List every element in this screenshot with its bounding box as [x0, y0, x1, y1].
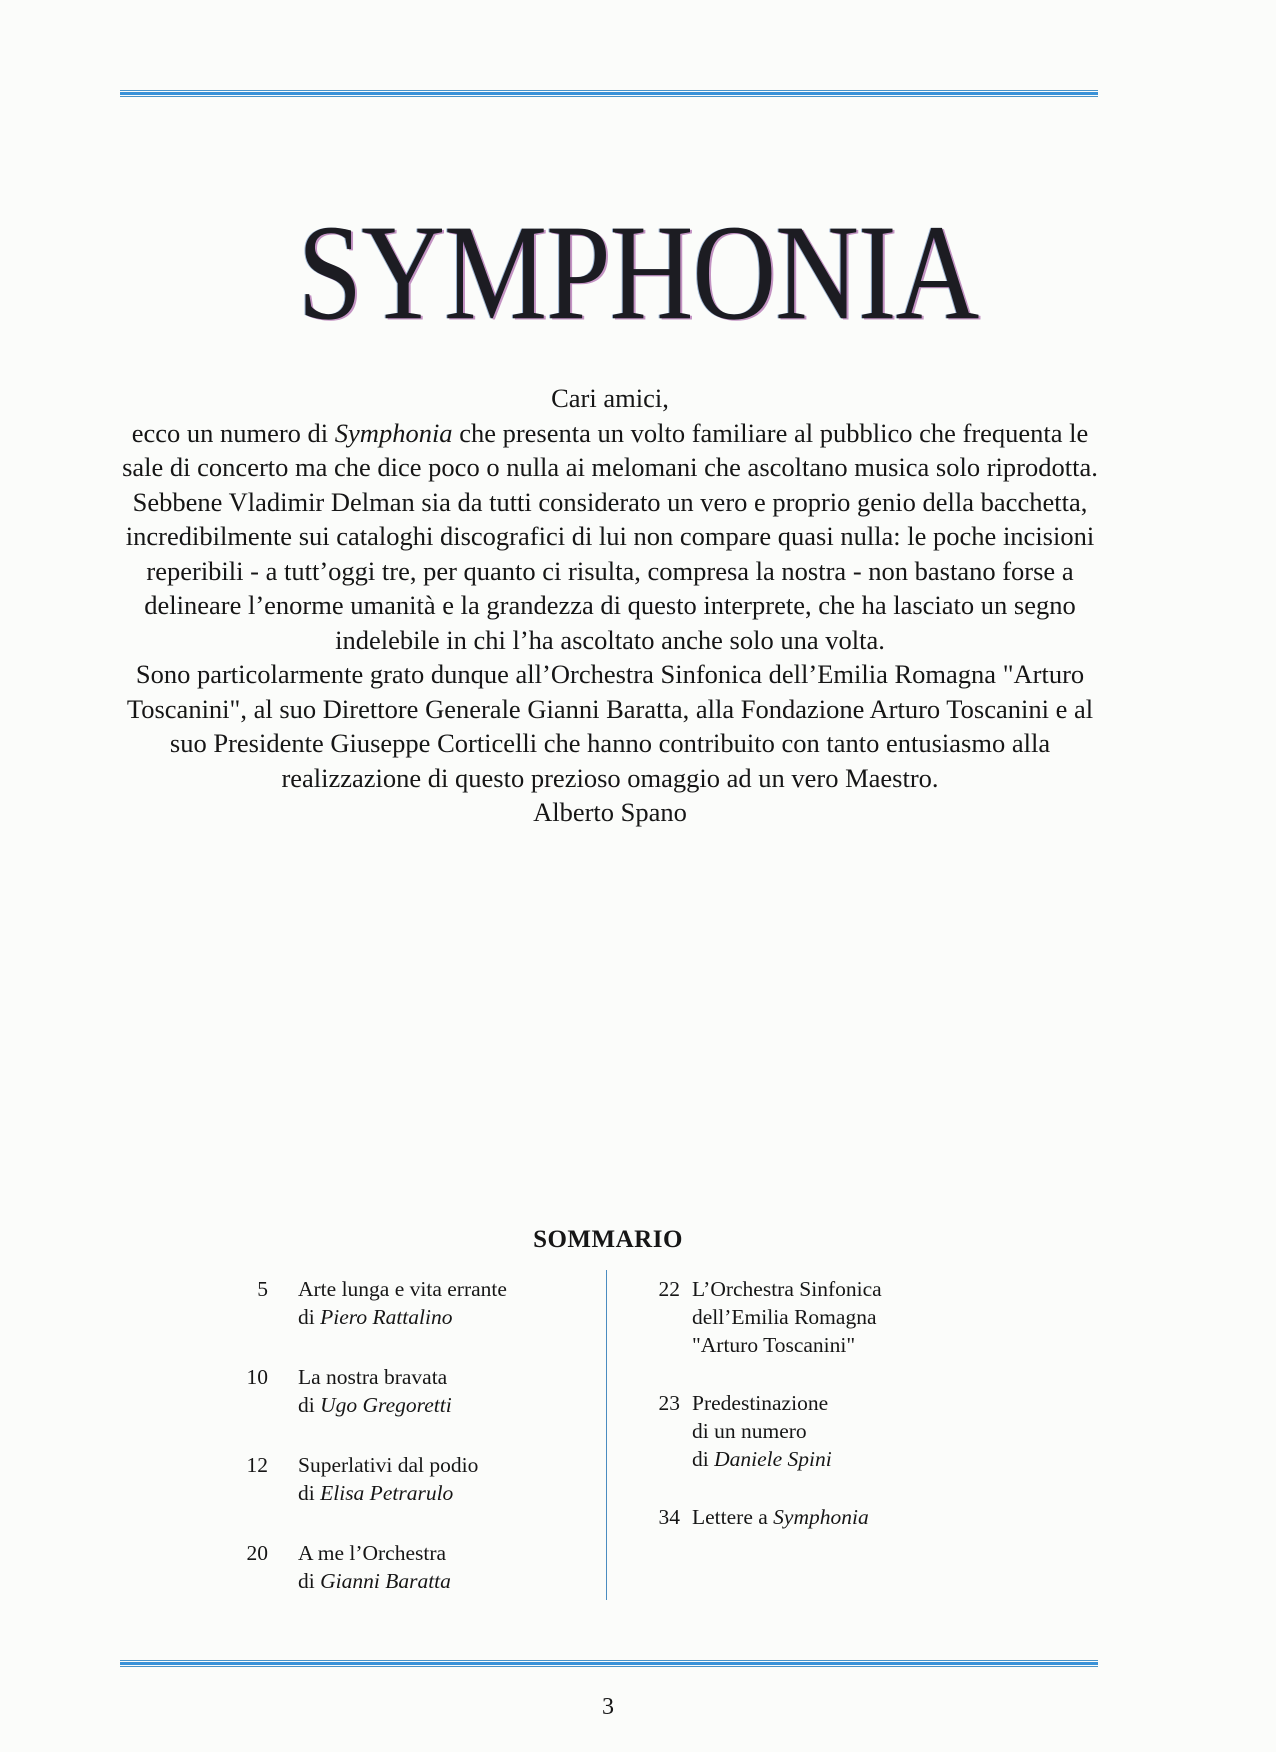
entry-title: "Arturo Toscanini" [692, 1333, 856, 1357]
entry-byline [298, 1479, 590, 1507]
contents-left-column [246, 1275, 590, 1627]
contents-entry[interactable] [246, 1363, 590, 1419]
entry-byline [298, 1303, 590, 1331]
entry-page-number: 20 [246, 1541, 268, 1565]
entry-title: La nostra bravata [298, 1365, 448, 1389]
byline-prefix: di [298, 1393, 321, 1417]
magazine-title-italic: Symphonia [334, 417, 453, 448]
bottom-rule [120, 1660, 1098, 1667]
entry-title: L’Orchestra Sinfonica [692, 1277, 882, 1301]
entry-page-number: 5 [257, 1277, 268, 1301]
entry-author: Gianni Baratta [320, 1569, 451, 1593]
editorial-letter [110, 381, 1110, 830]
contents-entry[interactable] [644, 1389, 1004, 1473]
top-rule [120, 90, 1098, 97]
byline-prefix: di [298, 1481, 321, 1505]
entry-title-text: Lettere a [692, 1505, 774, 1529]
contents-entry[interactable] [246, 1451, 590, 1507]
entry-page-number: 23 [658, 1391, 680, 1415]
contents-right-column [644, 1275, 1004, 1561]
page-number: 3 [602, 1694, 614, 1720]
contents-entry[interactable] [644, 1503, 1004, 1531]
contents-entry[interactable] [250, 1275, 590, 1331]
byline-prefix: di [692, 1447, 715, 1471]
letter-text: che presenta un volto familiare al pubblico che frequenta le sale di concerto ma che dice poco o nulla ai melomani che ascoltano musica solo riprodotta. Sebbene Vladimir Delman sia da tutti considerato un vero e proprio genio della bacchetta, incredibilmente sui cataloghi discografici di lui non compare quasi nulla: le poche incisioni reperibili - a tutt’oggi tre, per quanto ci risulta, compresa la nostra - non bastano forse a delineare l’enorme umanità e la grandezza di questo interprete, che ha lasciato un segno indelebile in chi l’ha ascoltato anche solo una volta. [122, 417, 1098, 655]
entry-title: A me l’Orchestra [298, 1541, 447, 1565]
letter-text: ecco un numero di [131, 417, 335, 448]
entry-title: Arte lunga e vita errante [298, 1277, 507, 1301]
entry-title: di un numero [692, 1419, 807, 1443]
entry-page-number: 12 [246, 1453, 268, 1477]
byline-prefix: di [298, 1305, 321, 1329]
entry-author: Piero Rattalino [320, 1305, 453, 1329]
contents-entry[interactable] [246, 1539, 590, 1595]
entry-title: Superlativi dal podio [298, 1453, 479, 1477]
entry-title: dell’Emilia Romagna [692, 1305, 877, 1329]
entry-title [692, 1503, 1004, 1531]
column-divider [606, 1270, 607, 1600]
letter-paragraph-1 [110, 416, 1110, 658]
entry-title: Predestinazione [692, 1391, 829, 1415]
letter-greeting: Cari amici, [551, 383, 669, 413]
contents-entry[interactable] [644, 1275, 1004, 1359]
entry-author: Ugo Gregoretti [320, 1393, 452, 1417]
letter-paragraph-2: Sono particolarmente grato dunque all’Orchestra Sinfonica dell’Emilia Romagna "Arturo Toscanini", al suo Direttore Generale Gianni Baratta, alla Fondazione Arturo Toscanini e al suo Presidente Giuseppe Corticelli che hanno contribuito con tanto entusiasmo alla realizzazione di questo prezioso omaggio ad un vero Maestro. [126, 659, 1094, 793]
entry-byline [298, 1391, 590, 1419]
entry-page-number: 34 [658, 1505, 680, 1529]
entry-page-number: 10 [246, 1365, 268, 1389]
sommario-title: SOMMARIO [533, 1226, 683, 1253]
masthead-title: SYMPHONIA [297, 197, 979, 349]
entry-page-number: 22 [658, 1277, 680, 1301]
byline-prefix: di [298, 1569, 321, 1593]
entry-byline [298, 1567, 590, 1595]
letter-signature: Alberto Spano [533, 797, 687, 827]
magazine-title-italic: Symphonia [773, 1505, 869, 1529]
entry-byline [692, 1445, 1004, 1473]
entry-author: Daniele Spini [714, 1447, 832, 1471]
entry-author: Elisa Petrarulo [320, 1481, 454, 1505]
